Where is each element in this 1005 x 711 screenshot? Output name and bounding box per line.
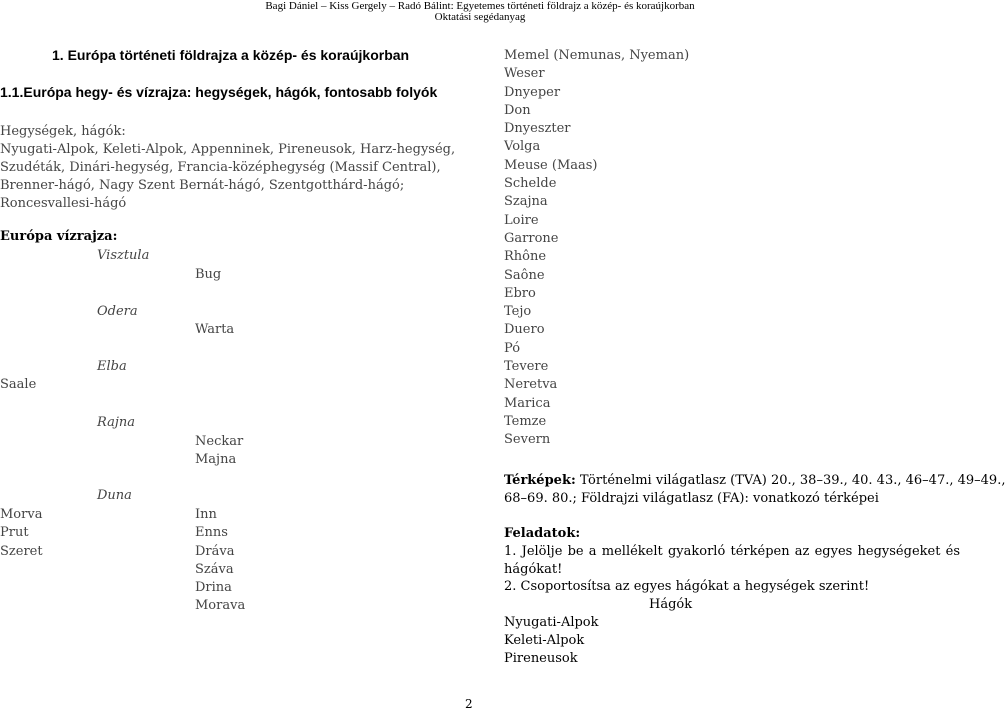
list-item: Rhône [504, 249, 547, 265]
list-item: Schelde [504, 176, 557, 192]
list-item: Volga [504, 139, 541, 155]
mountains-line: Szudéták, Dinári-hegység, Francia-középhegység (Massif Central), [0, 160, 441, 175]
page-number: 2 [465, 697, 473, 711]
list-item: Weser [504, 66, 545, 82]
list-item: Memel (Nemunas, Nyeman) [504, 48, 690, 63]
list-item: Duero [504, 322, 545, 338]
tasks-heading: Feladatok: [504, 526, 581, 541]
river-drina: Drina [195, 580, 232, 596]
maps-line-2: 68–69. 80.; Földrajzi világatlasz (FA): vonatkozó térképei [504, 491, 879, 506]
range-item: Keleti-Alpok [504, 633, 585, 648]
river-drava: Dráva [195, 543, 235, 559]
river-inn: Inn [195, 507, 217, 522]
list-item: Pó [504, 340, 521, 356]
running-header: Bagi Dániel – Kiss Gergely – Radó Bálint: Egyetemes történeti földrajz a közép- és koraújkorban [265, 0, 695, 12]
duna-right-tributaries [195, 506, 245, 616]
mountains-line: Brenner-hágó, Nagy Szent Bernát-hágó, Szentgotthárd-hágó; [0, 178, 405, 193]
river-morva: Morva [0, 507, 43, 522]
task-2: 2. Csoportosítsa az egyes hágókat a hegységek szerint! [504, 579, 870, 594]
river-duna: Duna [97, 488, 132, 503]
range-item: Nyugati-Alpok [504, 615, 599, 630]
river-warta: Warta [195, 322, 235, 337]
list-item: Temze [504, 413, 547, 429]
river-bug: Bug [195, 267, 222, 282]
river-elba: Elba [97, 359, 127, 374]
river-enns: Enns [195, 525, 228, 541]
river-odera: Odera [97, 304, 138, 319]
list-item: Ebro [504, 285, 536, 301]
maps-text: Történelmi világatlasz (TVA) 20., 38–39., 40. 43., 46–47., 49–49., [575, 473, 1005, 488]
river-saale: Saale [0, 377, 37, 392]
river-morava: Morava [195, 598, 246, 614]
list-item: Don [504, 102, 531, 118]
list-item: Marica [504, 395, 551, 411]
list-item: Dnyeper [504, 84, 561, 100]
passes-label: Hágók [649, 597, 693, 612]
mountains-line: Nyugati-Alpok, Keleti-Alpok, Appenninek, Pireneusok, Harz-hegység, [0, 142, 456, 157]
running-header-sub: Oktatási segédanyag [434, 11, 526, 23]
list-item: Loire [504, 212, 539, 228]
task-1: 1. Jelölje be a mellékelt gyakorló térképen az egyes hegységeket és hágókat! [504, 544, 960, 577]
list-item: Severn [504, 432, 551, 448]
river-visztula: Visztula [97, 248, 150, 263]
mountains-line: Roncesvallesi-hágó [0, 196, 127, 211]
maps-label: Térképek: [504, 473, 576, 488]
list-item: Szajna [504, 194, 548, 210]
river-neckar: Neckar [195, 434, 244, 449]
list-item: Meuse (Maas) [504, 157, 598, 173]
river-szava: Száva [195, 561, 234, 577]
range-item: Pireneusok [504, 651, 578, 666]
section-title: 1.1.Európa hegy- és vízrajza: hegységek, hágók, fontosabb folyók [0, 84, 438, 100]
waters-heading: Európa vízrajza: [0, 229, 118, 244]
river-rajna: Rajna [97, 415, 135, 430]
river-szeret: Szeret [0, 543, 43, 559]
list-item: Saône [504, 267, 545, 283]
river-list [504, 47, 689, 450]
list-item: Dnyeszter [504, 121, 571, 137]
list-item: Tevere [504, 359, 549, 375]
maps-line [504, 472, 1005, 490]
chapter-title: 1. Európa történeti földrajza a közép- és koraújkorban [52, 47, 410, 63]
duna-left-tributaries [0, 506, 43, 561]
list-item: Garrone [504, 230, 559, 246]
mountains-heading: Hegységek, hágók: [0, 124, 126, 139]
river-majna: Majna [195, 452, 237, 467]
river-prut: Prut [0, 525, 29, 541]
list-item: Tejo [504, 304, 532, 320]
list-item: Neretva [504, 377, 558, 393]
